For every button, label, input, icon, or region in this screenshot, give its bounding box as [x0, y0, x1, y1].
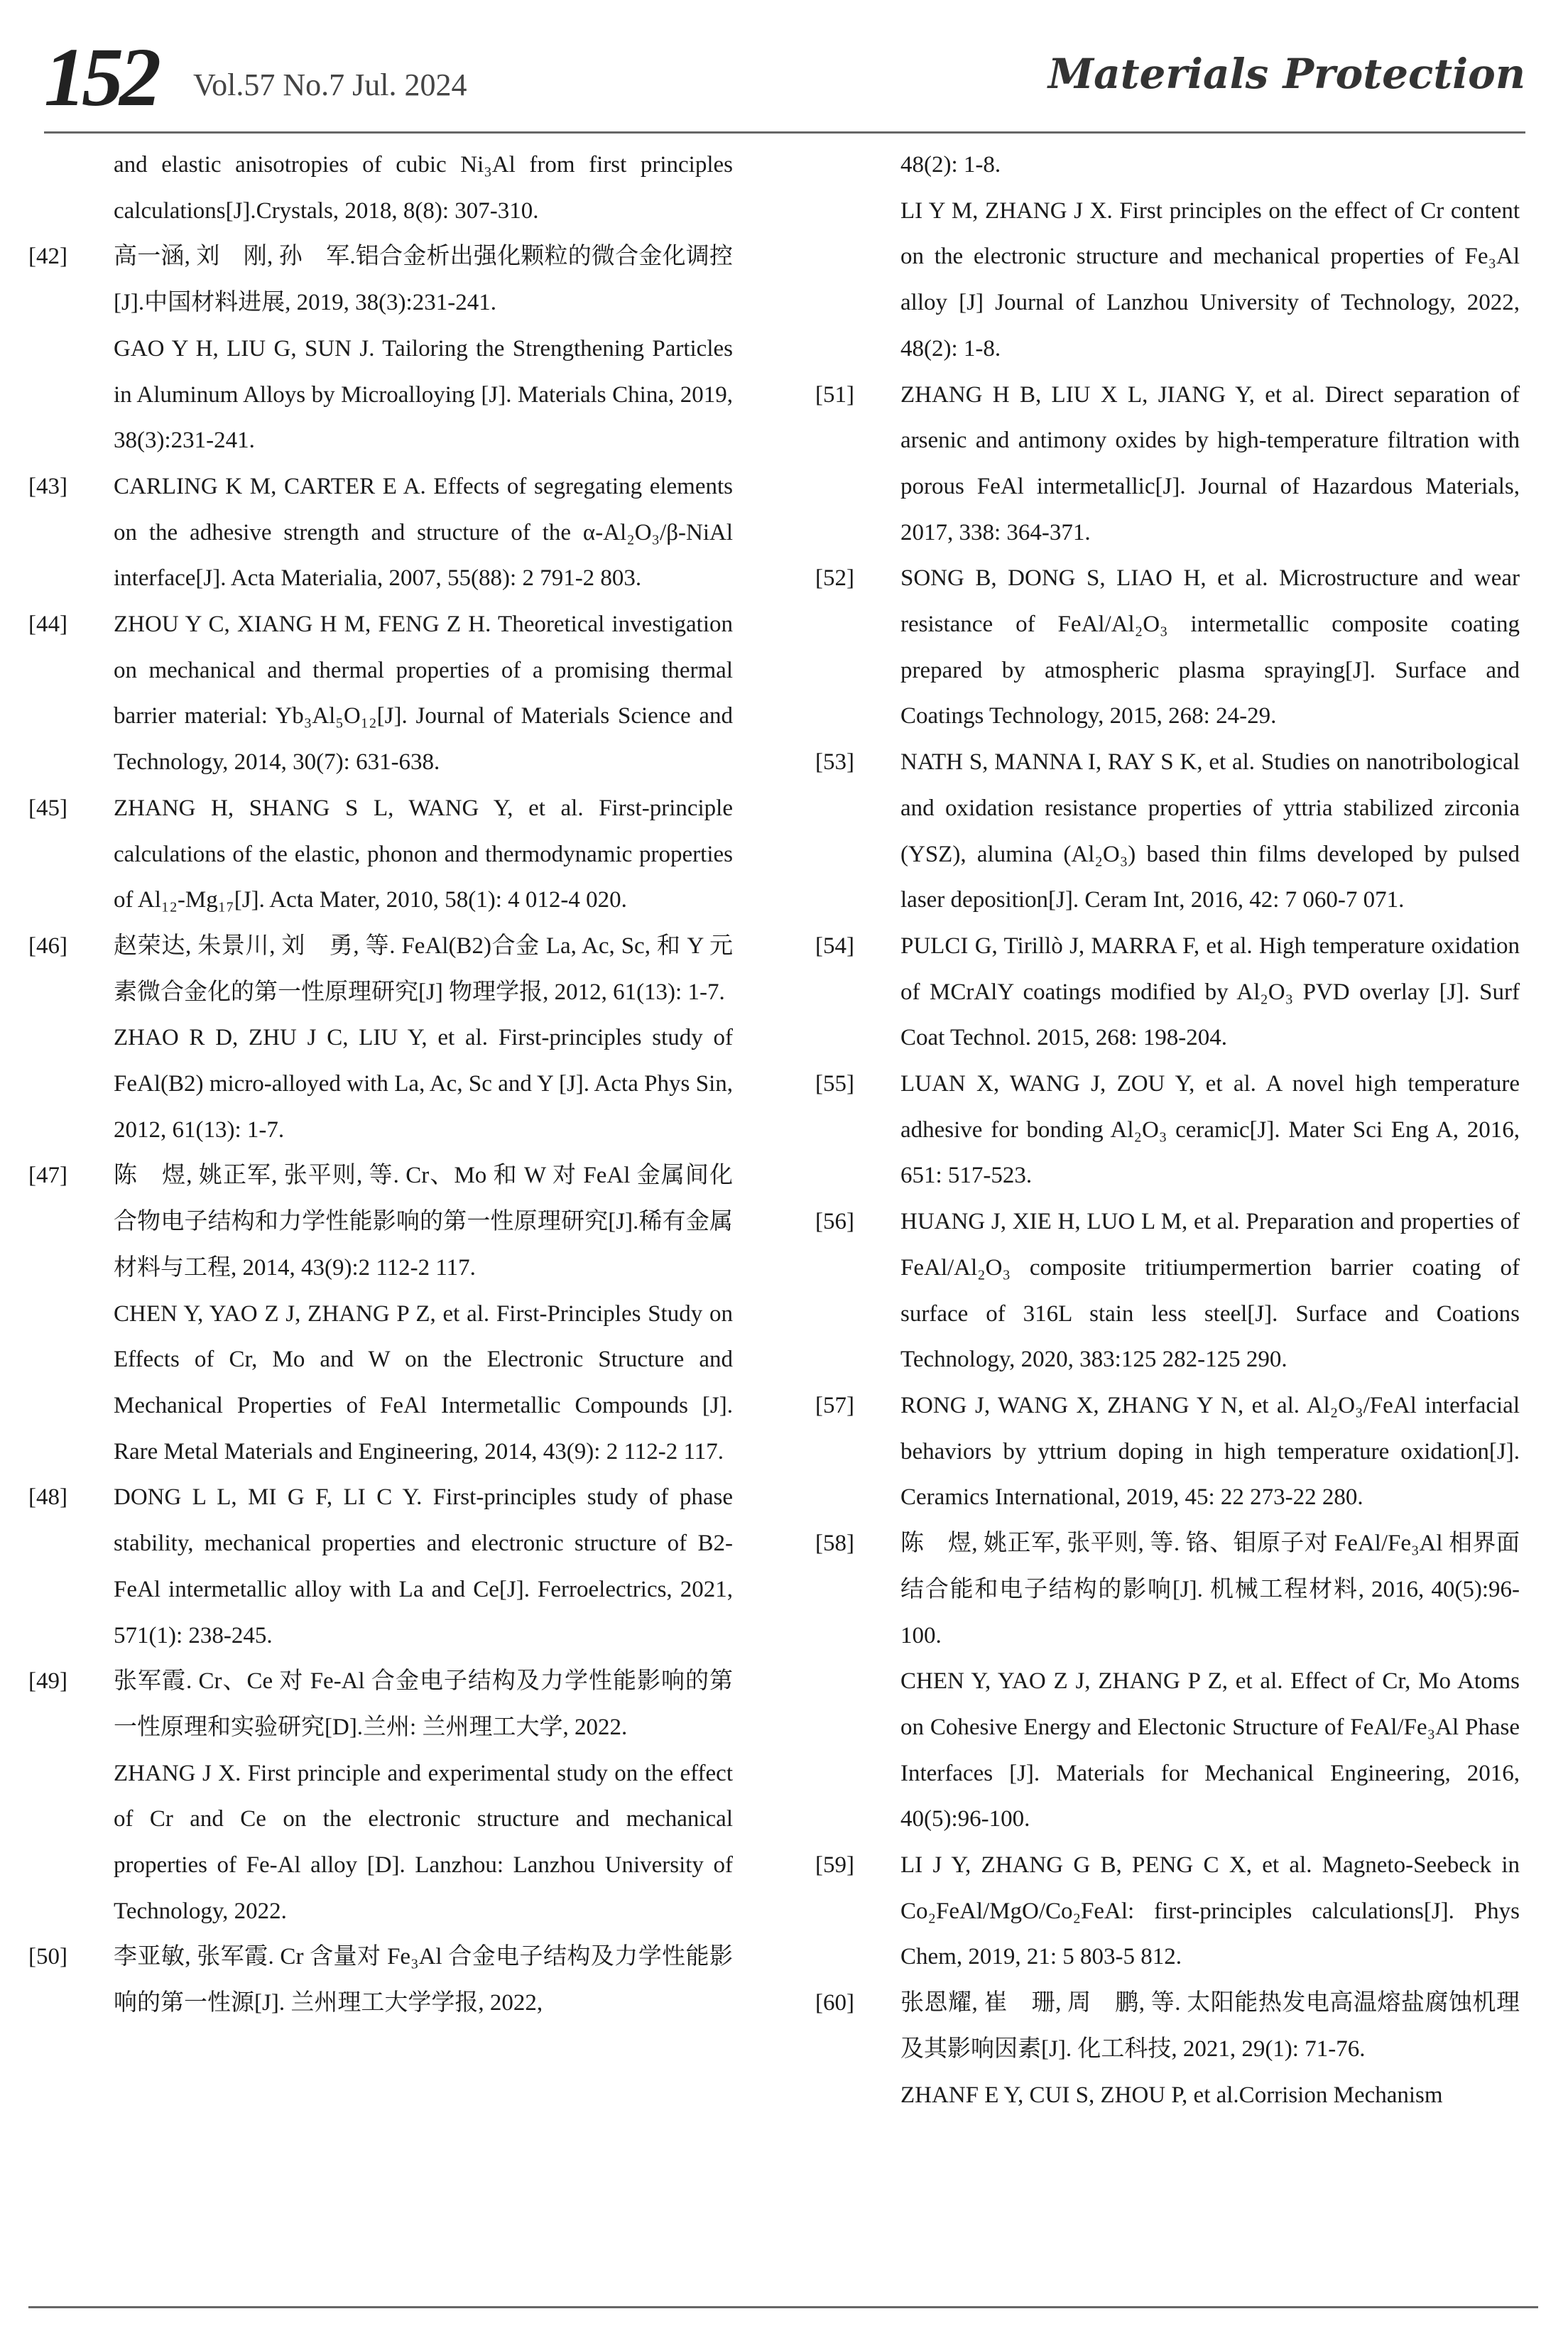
reference-number: [58] [815, 1531, 854, 1557]
reference-text: 赵荣达, 朱景川, 刘 勇, 等. FeAl(B2)合金 La, Ac, Sc, 和 Y 元素微合金化的第一性原理研究[J] 物理学报, 2012, 61(13): 1-7. [114, 933, 733, 1005]
reference-item [815, 1383, 1520, 1521]
continuation-text: 48(2): 1-8. [900, 152, 1001, 178]
reference-text: SONG B, DONG S, LIAO H, et al. Microstructure and wear resistance of FeAl/Al₂O₃ intermetallic composite coating prepared by atmospheric plasma spraying[J]. Surface and Coatings Technology, 2015, 268: 24-29. [900, 565, 1520, 729]
reference-text: LI J Y, ZHANG G B, PENG C X, et al. Magneto-Seebeck in Co₂FeAl/MgO/Co₂FeAl: first-principles calculations[J]. Phys Chem, 2019, 21: 5 803-5 812. [900, 1852, 1520, 1970]
reference-text: NATH S, MANNA I, RAY S K, et al. Studies on nanotribological and oxidation resistance properties of yttria stabilized zirconia (YSZ), alumina (Al₂O₃) based thin films developed by pulsed laser deposition[J]. Ceram Int, 2016, 42: 7 060-7 071. [900, 749, 1520, 913]
footer-rule [28, 2306, 1538, 2308]
page-header [44, 31, 1525, 142]
continuation-text: LI Y M, ZHANG J X. First principles on the effect of Cr content on the electronic structure and mechanical properties of Fe₃Al alloy [J] Journal of Lanzhou University of Technology, 2022, 48(2): 1-8. [900, 197, 1520, 362]
reference-item [815, 1521, 1520, 1842]
left-reference-list [28, 234, 733, 2026]
reference-text: GAO Y H, LIU G, SUN J. Tailoring the Strengthening Particles in Aluminum Alloys by Microalloying [J]. Materials China, 2019, 38(3):231-241. [114, 335, 733, 454]
reference-item [815, 372, 1520, 556]
reference-number: [56] [815, 1209, 854, 1235]
reference-item [28, 1153, 733, 1474]
reference-item [815, 1842, 1520, 1980]
reference-text: 陈 煜, 姚正军, 张平则, 等. Cr、Mo 和 W 对 FeAl 金属间化合物电子结构和力学性能影响的第一性原理研究[J].稀有金属材料与工程, 2014, 43(9):2 112-2 117. [114, 1163, 733, 1281]
reference-text: HUANG J, XIE H, LUO L M, et al. Preparation and properties of FeAl/Al₂O₃ composite tritiumpermertion barrier coating of surface of 316L stain less steel[J]. Surface and Coations Technology, 2020, 383:125 282-125 290. [900, 1209, 1520, 1373]
reference-item [815, 1061, 1520, 1199]
reference-number: [53] [815, 749, 854, 776]
reference-number: [47] [28, 1163, 67, 1189]
reference-text: LUAN X, WANG J, ZOU Y, et al. A novel high temperature adhesive for bonding Al₂O₃ ceramic[J]. Mater Sci Eng A, 2016, 651: 517-523. [900, 1071, 1520, 1189]
reference-text: ZHANF E Y, CUI S, ZHOU P, et al.Corrision Mechanism [900, 2082, 1443, 2108]
reference-text: ZHANG H, SHANG S L, WANG Y, et al. First-principle calculations of the elastic, phonon and thermodynamic properties of Al₁₂-Mg₁₇[J]. Acta Mater, 2010, 58(1): 4 012-4 020. [114, 795, 733, 913]
reference-item [28, 923, 733, 1153]
reference-item [28, 786, 733, 923]
reference-item [28, 234, 733, 464]
reference-text: ZHANG H B, LIU X L, JIANG Y, et al. Direct separation of arsenic and antimony oxides by high-temperature filtration with porous FeAl intermetallic[J]. Journal of Hazardous Materials, 2017, 338: 364-371. [900, 381, 1520, 545]
reference-text: PULCI G, Tirillò J, MARRA F, et al. High temperature oxidation of MCrAlY coatings modified by Al₂O₃ PVD overlay [J]. Surf Coat Technol. 2015, 268: 198-204. [900, 933, 1520, 1051]
reference-number: [43] [28, 473, 67, 499]
reference-text: ZHAO R D, ZHU J C, LIU Y, et al. First-principles study of FeAl(B2) micro-alloyed with La, Ac, Sc and Y [J]. Acta Phys Sin, 2012, 61(13): 1-7. [114, 1025, 733, 1143]
reference-number: [45] [28, 795, 67, 821]
reference-text: DONG L L, MI G F, LI C Y. First-principles study of phase stability, mechanical properties and electronic structure of B2-FeAl intermetallic alloy with La and Ce[J]. Ferroelectrics, 2021, 571(1): 238-245. [114, 1484, 733, 1648]
reference-number: [44] [28, 612, 67, 638]
reference-number: [50] [28, 1944, 67, 1970]
reference-number: [54] [815, 933, 854, 959]
reference-text: 李亚敏, 张军霞. Cr 含量对 Fe₃Al 合金电子结构及力学性能影响的第一性源[J]. 兰州理工大学学报, 2022, [114, 1944, 733, 2016]
ref-50-continuation [815, 142, 1520, 372]
right-reference-list [815, 372, 1520, 2119]
reference-item [28, 1474, 733, 1658]
reference-item [815, 1980, 1520, 2118]
reference-number: [57] [815, 1392, 854, 1418]
reference-item [28, 602, 733, 786]
reference-number: [49] [28, 1668, 67, 1695]
reference-number: [51] [815, 381, 854, 408]
reference-item [815, 739, 1520, 923]
reference-number: [42] [28, 244, 67, 270]
reference-text: ZHOU Y C, XIANG H M, FENG Z H. Theoretical investigation on mechanical and thermal properties of a promising thermal barrier material: Yb₃Al₅O₁₂[J]. Journal of Materials Science and Technology, 2014, 30(7): 631-638. [114, 612, 733, 776]
reference-number: [60] [815, 1990, 854, 2016]
continuation-text: and elastic anisotropies of cubic Ni₃Al from first principles calculations[J].Crystals, 2018, 8(8): 307-310. [114, 152, 733, 224]
reference-number: [52] [815, 565, 854, 592]
reference-text: RONG J, WANG X, ZHANG Y N, et al. Al₂O₃/FeAl interfacial behaviors by yttrium doping in high temperature oxidation[J]. Ceramics International, 2019, 45: 22 273-22 280. [900, 1392, 1520, 1511]
reference-item [815, 923, 1520, 1061]
reference-text: 张恩耀, 崔 珊, 周 鹏, 等. 太阳能热发电高温熔盐腐蚀机理及其影响因素[J]. 化工科技, 2021, 29(1): 71-76. [900, 1990, 1520, 2062]
issue-info: Vol.57 No.7 Jul. 2024 [193, 67, 467, 102]
reference-item [28, 1934, 733, 2026]
reference-item [815, 555, 1520, 739]
page-number: 152 [44, 31, 157, 124]
reference-text: CHEN Y, YAO Z J, ZHANG P Z, et al. Effect of Cr, Mo Atoms on Cohesive Energy and Electonic Structure of FeAl/Fe₃Al Phase Interfaces [J]. Materials for Mechanical Engineering, 2016, 40(5):96-100. [900, 1668, 1520, 1832]
ref-41-continuation [28, 142, 733, 234]
reference-item [815, 1199, 1520, 1383]
reference-text: CARLING K M, CARTER E A. Effects of segregating elements on the adhesive strength and structure of the α-Al₂O₃/β-NiAl interface[J]. Acta Materialia, 2007, 55(88): 2 791-2 803. [114, 473, 733, 592]
reference-number: [55] [815, 1071, 854, 1097]
reference-text: CHEN Y, YAO Z J, ZHANG P Z, et al. First-Principles Study on Effects of Cr, Mo and W on the Electronic Structure and Mechanical Properties of FeAl Intermetallic Compounds [J]. Rare Metal Materials and Engineering, 2014, 43(9): 2 112-2 117. [114, 1300, 733, 1465]
reference-text: 陈 煜, 姚正军, 张平则, 等. 铬、钼原子对 FeAl/Fe₃Al 相界面结合能和电子结构的影响[J]. 机械工程材料, 2016, 40(5):96-100. [900, 1531, 1520, 1648]
header-rule [44, 131, 1525, 134]
reference-number: [48] [28, 1484, 67, 1511]
left-column [28, 142, 733, 2026]
journal-name: Materials Protection [1047, 50, 1525, 98]
reference-item [28, 1658, 733, 1934]
reference-number: [46] [28, 933, 67, 959]
reference-number: [59] [815, 1852, 854, 1879]
reference-text: 张军霞. Cr、Ce 对 Fe-Al 合金电子结构及力学性能影响的第一性原理和实验研究[D].兰州: 兰州理工大学, 2022. [114, 1668, 733, 1740]
reference-item [28, 464, 733, 602]
reference-text: ZHANG J X. First principle and experimental study on the effect of Cr and Ce on the electronic structure and mechanical properties of Fe-Al alloy [D]. Lanzhou: Lanzhou University of Technology, 2022. [114, 1760, 733, 1924]
right-column [815, 142, 1520, 2118]
reference-text: 高一涵, 刘 刚, 孙 军.铝合金析出强化颗粒的微合金化调控[J].中国材料进展, 2019, 38(3):231-241. [114, 244, 733, 316]
